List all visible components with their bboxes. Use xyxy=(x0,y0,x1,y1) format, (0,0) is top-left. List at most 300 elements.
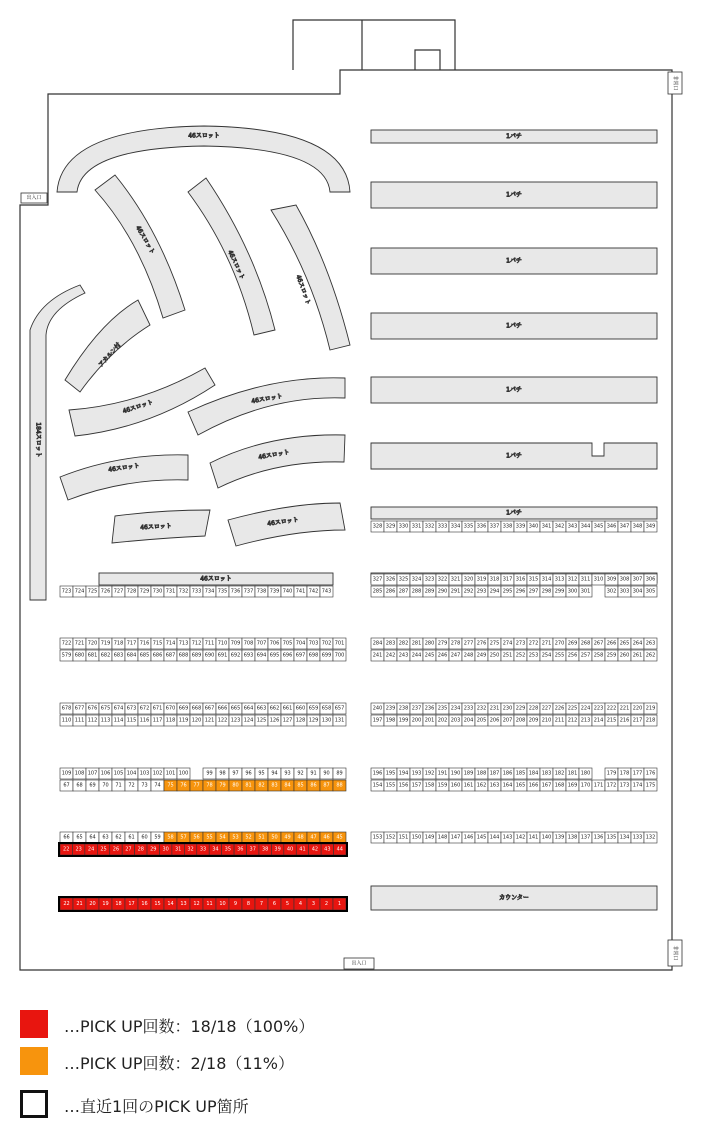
machine-number: 704 xyxy=(295,640,306,647)
machine-number: 341 xyxy=(541,523,552,530)
machine-number: 76 xyxy=(180,782,187,789)
machine-number: 663 xyxy=(256,705,267,712)
machine-number: 741 xyxy=(295,588,306,595)
machine-number: 316 xyxy=(515,576,526,583)
machine-number: 29 xyxy=(150,846,157,853)
machine-number: 60 xyxy=(141,834,148,841)
machine-number: 150 xyxy=(411,834,422,841)
machine-number: 169 xyxy=(567,782,578,789)
machine-number: 238 xyxy=(398,705,409,712)
machine-number: 339 xyxy=(515,523,526,530)
machine-number: 105 xyxy=(113,770,124,777)
machine-number: 252 xyxy=(515,652,526,659)
machine-number: 221 xyxy=(619,705,630,712)
machine-number: 119 xyxy=(178,717,189,724)
machine-number: 121 xyxy=(204,717,215,724)
machine-number: 191 xyxy=(437,770,448,777)
machine-number: 266 xyxy=(606,640,617,647)
slot-island-h-label: 46スロット xyxy=(257,448,291,462)
machine-number: 713 xyxy=(178,640,189,647)
legend-text-full: …PICK UP回数：18/18（100%） xyxy=(64,1017,315,1036)
machine-number: 14 xyxy=(167,901,174,907)
machine-number: 709 xyxy=(230,640,241,647)
machine-number: 275 xyxy=(489,640,500,647)
machine-number: 680 xyxy=(74,652,85,659)
machine-number: 312 xyxy=(567,576,578,583)
machine-number: 227 xyxy=(541,705,552,712)
machine-number: 293 xyxy=(476,588,487,595)
machine-number: 298 xyxy=(541,588,552,595)
machine-number: 198 xyxy=(385,717,396,724)
machine-number: 337 xyxy=(489,523,500,530)
machine-number: 340 xyxy=(528,523,539,530)
machine-number: 59 xyxy=(154,834,161,841)
machine-number: 207 xyxy=(502,717,513,724)
machine-number: 197 xyxy=(372,717,383,724)
machine-number: 734 xyxy=(204,588,215,595)
machine-number: 715 xyxy=(152,640,163,647)
machine-number: 348 xyxy=(632,523,643,530)
machine-number: 50 xyxy=(271,834,278,841)
machine-number: 335 xyxy=(463,523,474,530)
machine-number: 672 xyxy=(139,705,150,712)
pachi-label-4: 1パチ xyxy=(506,322,522,330)
machine-number: 287 xyxy=(398,588,409,595)
machine-number: 195 xyxy=(385,770,396,777)
machine-number: 200 xyxy=(411,717,422,724)
machine-number: 206 xyxy=(489,717,500,724)
machine-number: 731 xyxy=(165,588,176,595)
machine-number: 92 xyxy=(297,770,304,777)
machine-number: 686 xyxy=(152,652,163,659)
machine-number: 51 xyxy=(258,834,265,841)
machine-number: 222 xyxy=(606,705,617,712)
machine-number: 133 xyxy=(632,834,643,841)
machine-number: 23 xyxy=(75,846,82,853)
machine-number: 271 xyxy=(541,640,552,647)
machine-number: 97 xyxy=(232,770,239,777)
machine-number: 732 xyxy=(178,588,189,595)
machine-number: 152 xyxy=(385,834,396,841)
machine-number: 125 xyxy=(256,717,267,724)
machine-number: 5 xyxy=(285,901,290,907)
machine-number: 147 xyxy=(450,834,461,841)
machine-number: 692 xyxy=(230,652,241,659)
machine-number: 70 xyxy=(102,782,109,789)
machine-number: 726 xyxy=(100,588,111,595)
machine-number: 740 xyxy=(282,588,293,595)
machine-number: 309 xyxy=(606,576,617,583)
machine-number: 666 xyxy=(217,705,228,712)
machine-number: 321 xyxy=(450,576,461,583)
machine-number: 733 xyxy=(191,588,202,595)
machine-number: 157 xyxy=(411,782,422,789)
pachi-label-7: 1パチ xyxy=(506,509,522,517)
machine-number: 141 xyxy=(528,834,539,841)
machine-number: 303 xyxy=(619,588,630,595)
machine-number: 136 xyxy=(593,834,604,841)
machine-number: 82 xyxy=(258,782,265,789)
slot-island-arch-label: 46スロット xyxy=(188,132,220,140)
machine-number: 140 xyxy=(541,834,552,841)
machine-number: 695 xyxy=(269,652,280,659)
machine-number: 703 xyxy=(308,640,319,647)
machine-number: 102 xyxy=(152,770,163,777)
machine-number: 345 xyxy=(593,523,604,530)
machine-number: 214 xyxy=(593,717,604,724)
machine-number: 326 xyxy=(385,576,396,583)
legend-text-recent: …直近1回のPICK UP箇所 xyxy=(64,1097,249,1116)
machine-number: 22 xyxy=(63,901,70,907)
machine-number: 72 xyxy=(128,782,135,789)
slot-island-d-label: アカルン付 xyxy=(97,341,123,369)
machine-number: 216 xyxy=(619,717,630,724)
machine-number: 55 xyxy=(206,834,213,841)
machine-number: 89 xyxy=(336,770,343,777)
machine-number: 736 xyxy=(230,588,241,595)
machine-number: 203 xyxy=(450,717,461,724)
machine-number: 31 xyxy=(174,846,182,853)
machine-number: 665 xyxy=(230,705,241,712)
machine-number: 264 xyxy=(632,640,643,647)
machine-number: 213 xyxy=(580,717,591,724)
machine-number: 277 xyxy=(463,640,474,647)
machine-number: 681 xyxy=(87,652,98,659)
machine-number: 180 xyxy=(580,770,591,777)
machine-number: 192 xyxy=(424,770,435,777)
machine-number: 126 xyxy=(269,717,280,724)
machine-number: 255 xyxy=(554,652,565,659)
machine-number: 729 xyxy=(139,588,150,595)
machine-number: 172 xyxy=(606,782,617,789)
machine-number: 201 xyxy=(424,717,435,724)
machine-number: 690 xyxy=(204,652,215,659)
machine-number: 67 xyxy=(63,782,70,789)
machine-number: 114 xyxy=(113,717,124,724)
machine-number: 77 xyxy=(193,782,200,789)
machine-number: 47 xyxy=(310,834,317,841)
slot-island-c xyxy=(271,205,350,350)
machine-number: 83 xyxy=(271,782,278,789)
machine-number: 174 xyxy=(632,782,643,789)
machine-number: 349 xyxy=(645,523,656,530)
machine-number: 179 xyxy=(606,770,617,777)
machine-number: 687 xyxy=(165,652,176,659)
slot-island-f-label: 46スロット xyxy=(250,392,284,406)
machine-number: 26 xyxy=(112,846,120,853)
machine-number: 212 xyxy=(567,717,578,724)
machine-number: 224 xyxy=(580,705,591,712)
machine-number: 226 xyxy=(554,705,565,712)
machine-number: 334 xyxy=(450,523,461,530)
machine-number: 693 xyxy=(243,652,254,659)
machine-number: 86 xyxy=(310,782,317,789)
machine-number: 8 xyxy=(246,901,251,907)
slot-island-c-label: 46スロット xyxy=(294,273,312,307)
machine-number: 722 xyxy=(61,640,72,647)
machine-number: 186 xyxy=(502,770,513,777)
machine-number: 104 xyxy=(126,770,137,777)
machine-number: 699 xyxy=(321,652,332,659)
slot-island-184-label: 184スロット xyxy=(34,422,42,458)
machine-number: 137 xyxy=(580,834,591,841)
legend-recent xyxy=(20,1090,680,1120)
machine-number: 115 xyxy=(126,717,137,724)
machine-number: 205 xyxy=(476,717,487,724)
machine-number: 75 xyxy=(167,782,174,789)
machine-number: 107 xyxy=(87,770,98,777)
machine-number: 292 xyxy=(463,588,474,595)
machine-number: 248 xyxy=(463,652,474,659)
machine-number: 49 xyxy=(284,834,291,841)
machine-number: 265 xyxy=(619,640,630,647)
machine-number: 258 xyxy=(593,652,604,659)
machine-number: 698 xyxy=(308,652,319,659)
machine-number: 173 xyxy=(619,782,630,789)
machine-number: 120 xyxy=(191,717,202,724)
legend-swatch-red xyxy=(20,1010,48,1038)
machine-number: 171 xyxy=(593,782,604,789)
machine-number: 251 xyxy=(502,652,513,659)
machine-number: 116 xyxy=(139,717,150,724)
machine-number: 283 xyxy=(385,640,396,647)
counter-label: カウンター xyxy=(499,894,529,902)
exit-sign-top-label: 非常口 xyxy=(672,75,678,91)
machine-number: 74 xyxy=(154,782,161,789)
slot-island-l1-label: 46スロット xyxy=(200,575,232,583)
back-room xyxy=(293,20,455,70)
machine-number: 675 xyxy=(100,705,111,712)
machine-number: 278 xyxy=(450,640,461,647)
machine-number: 165 xyxy=(515,782,526,789)
machine-number: 155 xyxy=(385,782,396,789)
machine-number: 48 xyxy=(297,834,304,841)
machine-number: 225 xyxy=(567,705,578,712)
machine-number: 240 xyxy=(372,705,383,712)
machine-number: 330 xyxy=(398,523,409,530)
machine-number: 161 xyxy=(463,782,474,789)
machine-number: 68 xyxy=(76,782,83,789)
machine-number: 260 xyxy=(619,652,630,659)
machine-number: 662 xyxy=(269,705,280,712)
machine-number: 211 xyxy=(554,717,565,724)
machine-number: 218 xyxy=(645,717,656,724)
machine-number: 308 xyxy=(619,576,630,583)
machine-number: 319 xyxy=(476,576,487,583)
machine-number: 25 xyxy=(100,846,107,853)
machine-number: 84 xyxy=(284,782,291,789)
machine-number: 148 xyxy=(437,834,448,841)
machine-number: 127 xyxy=(282,717,293,724)
machine-number: 660 xyxy=(295,705,306,712)
machine-number: 669 xyxy=(178,705,189,712)
machine-number: 193 xyxy=(411,770,422,777)
machine-number: 658 xyxy=(321,705,332,712)
machine-number: 674 xyxy=(113,705,124,712)
machine-number: 716 xyxy=(139,640,150,647)
machine-number: 678 xyxy=(61,705,72,712)
machine-number: 110 xyxy=(61,717,72,724)
machine-number: 233 xyxy=(463,705,474,712)
machine-number: 182 xyxy=(554,770,565,777)
machine-number: 2 xyxy=(324,901,329,907)
machine-number: 301 xyxy=(580,588,591,595)
machine-number: 346 xyxy=(606,523,617,530)
machine-number: 250 xyxy=(489,652,500,659)
machine-number: 331 xyxy=(411,523,422,530)
machine-number: 246 xyxy=(437,652,448,659)
slot-island-g xyxy=(60,455,188,500)
machine-number: 7 xyxy=(259,901,264,907)
machine-number: 689 xyxy=(191,652,202,659)
machine-number: 38 xyxy=(261,846,269,853)
slot-island-j-label: 46スロット xyxy=(266,516,300,528)
machine-number: 711 xyxy=(204,640,215,647)
machine-number: 162 xyxy=(476,782,487,789)
machine-number: 69 xyxy=(89,782,96,789)
machine-number: 710 xyxy=(217,640,228,647)
machine-number: 35 xyxy=(224,846,232,853)
machine-number: 336 xyxy=(476,523,487,530)
pachi-label-2: 1パチ xyxy=(506,191,522,199)
machine-number: 347 xyxy=(619,523,630,530)
machine-number: 682 xyxy=(100,652,111,659)
machine-number: 256 xyxy=(567,652,578,659)
machine-number: 145 xyxy=(476,834,487,841)
machine-number: 664 xyxy=(243,705,254,712)
machine-number: 129 xyxy=(308,717,319,724)
machine-number: 167 xyxy=(541,782,552,789)
machine-number: 30 xyxy=(162,846,169,853)
machine-number: 41 xyxy=(299,846,306,853)
machine-number: 87 xyxy=(323,782,330,789)
machine-number: 27 xyxy=(125,846,132,853)
machine-number: 56 xyxy=(193,834,200,841)
machine-number: 708 xyxy=(243,640,254,647)
machine-number: 188 xyxy=(476,770,487,777)
machine-number: 694 xyxy=(256,652,267,659)
machine-number: 1 xyxy=(337,901,342,907)
machine-number: 62 xyxy=(115,834,122,841)
legend-swatch-orange xyxy=(20,1047,48,1075)
machine-number: 342 xyxy=(554,523,565,530)
machine-number: 34 xyxy=(212,846,219,853)
slot-island-b-label: 46スロット xyxy=(226,249,246,281)
machine-number: 730 xyxy=(152,588,163,595)
machine-number: 146 xyxy=(463,834,474,841)
machine-number: 32 xyxy=(187,846,194,853)
machine-number: 667 xyxy=(204,705,215,712)
machine-number: 57 xyxy=(180,834,187,841)
machine-number: 163 xyxy=(489,782,500,789)
machine-number: 54 xyxy=(219,834,226,841)
machine-number: 719 xyxy=(100,640,111,647)
machine-number: 103 xyxy=(139,770,150,777)
machine-number: 42 xyxy=(311,846,319,853)
machine-number: 93 xyxy=(284,770,291,777)
machine-number: 333 xyxy=(437,523,448,530)
machine-number: 98 xyxy=(219,770,226,777)
machine-number: 299 xyxy=(554,588,565,595)
machine-number: 683 xyxy=(113,652,124,659)
machine-number: 668 xyxy=(191,705,202,712)
machine-number: 244 xyxy=(411,652,422,659)
machine-number: 79 xyxy=(219,782,226,789)
machine-number: 184 xyxy=(528,770,539,777)
entrance-left-label: 出入口 xyxy=(26,195,42,201)
machine-number: 314 xyxy=(541,576,552,583)
machine-number: 138 xyxy=(567,834,578,841)
machine-number: 700 xyxy=(334,652,345,659)
machine-number: 247 xyxy=(450,652,461,659)
machine-number: 134 xyxy=(619,834,630,841)
machine-number: 311 xyxy=(580,576,591,583)
machine-number: 22 xyxy=(63,846,70,853)
machine-number: 118 xyxy=(165,717,176,724)
machine-number: 276 xyxy=(476,640,487,647)
machine-number: 39 xyxy=(274,846,281,853)
machine-number: 743 xyxy=(321,588,332,595)
machine-number: 11 xyxy=(206,901,213,907)
machine-number: 122 xyxy=(217,717,228,724)
machine-number: 343 xyxy=(567,523,578,530)
machine-number: 269 xyxy=(567,640,578,647)
machine-number: 111 xyxy=(74,717,85,724)
machine-number: 158 xyxy=(424,782,435,789)
machine-number: 44 xyxy=(336,846,343,853)
machine-number: 327 xyxy=(372,576,383,583)
machine-number: 717 xyxy=(126,640,137,647)
machine-number: 144 xyxy=(489,834,500,841)
machine-number: 215 xyxy=(606,717,617,724)
machine-number: 296 xyxy=(515,588,526,595)
machine-number: 3 xyxy=(311,901,316,907)
machine-number: 149 xyxy=(424,834,435,841)
slot-island-d xyxy=(65,300,150,392)
machine-number: 320 xyxy=(463,576,474,583)
machine-number: 579 xyxy=(61,652,72,659)
machine-number: 720 xyxy=(87,640,98,647)
machine-number: 297 xyxy=(528,588,539,595)
legend-full xyxy=(20,1010,680,1040)
machine-number: 289 xyxy=(424,588,435,595)
machine-number: 263 xyxy=(645,640,656,647)
machine-number: 36 xyxy=(237,846,244,853)
pachi-label-5: 1パチ xyxy=(506,386,522,394)
machine-number: 315 xyxy=(528,576,539,583)
machine-number: 657 xyxy=(334,705,345,712)
machine-number: 718 xyxy=(113,640,124,647)
back-room-door xyxy=(415,50,440,70)
machine-number: 99 xyxy=(206,770,213,777)
exit-sign-bottom-label: 非常口 xyxy=(672,945,678,961)
machine-number: 274 xyxy=(502,640,513,647)
machine-number: 288 xyxy=(411,588,422,595)
machine-number: 53 xyxy=(232,834,239,841)
machine-number: 143 xyxy=(502,834,513,841)
machine-number: 112 xyxy=(87,717,98,724)
machine-number: 272 xyxy=(528,640,539,647)
machine-number: 241 xyxy=(372,652,383,659)
machine-number: 151 xyxy=(398,834,409,841)
slot-island-a xyxy=(95,175,185,318)
machine-number: 208 xyxy=(515,717,526,724)
machine-number: 190 xyxy=(450,770,461,777)
machine-number: 257 xyxy=(580,652,591,659)
machine-number: 199 xyxy=(398,717,409,724)
machine-number: 113 xyxy=(100,717,111,724)
machine-number: 176 xyxy=(645,770,656,777)
